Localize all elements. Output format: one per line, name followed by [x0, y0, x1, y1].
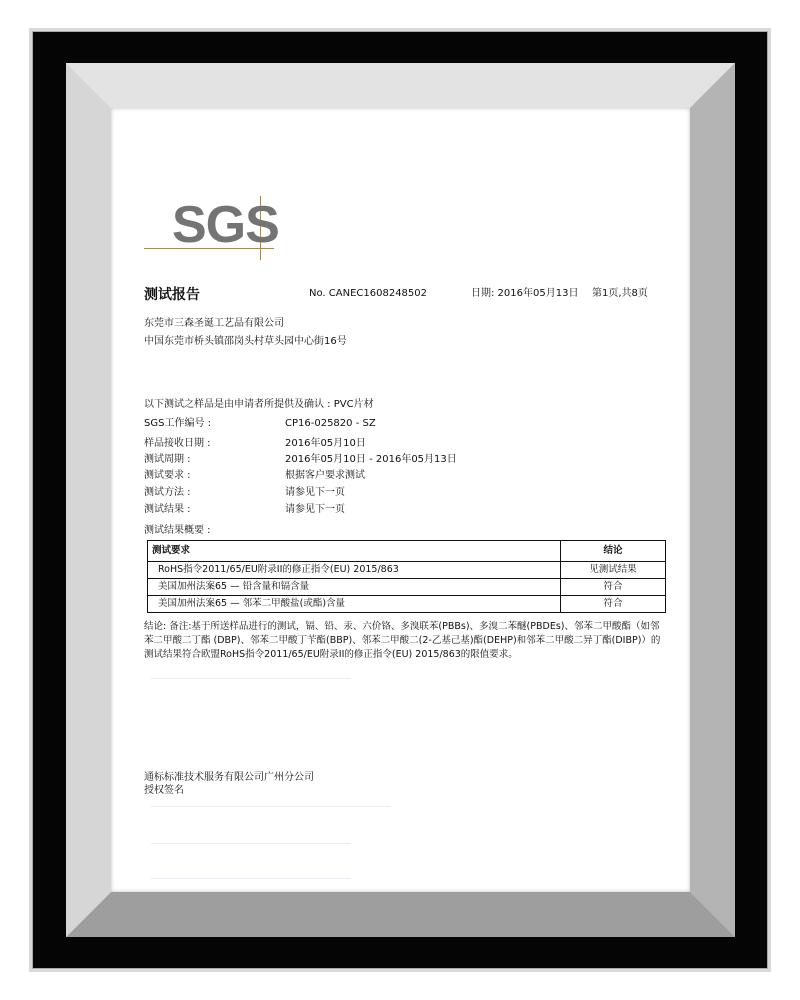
row-result: 符合: [561, 579, 666, 596]
table-row: [148, 579, 666, 596]
frame-bevel-right: [690, 63, 735, 937]
field-label-requirement: 测试要求 :: [144, 470, 191, 481]
row-result: 符合: [561, 596, 666, 613]
header-requirement: 测试要求: [148, 541, 561, 562]
certificate-paper: [111, 108, 690, 892]
watermark-line: [151, 678, 351, 679]
watermark-line: [151, 843, 351, 844]
frame-bevel-left: [66, 63, 111, 937]
sgs-logo-text: SGS: [172, 196, 279, 254]
field-label-job-no: SGS工作编号 :: [144, 418, 211, 429]
row-result: 见测试结果: [561, 562, 666, 579]
watermark-line: [151, 806, 391, 807]
field-label-method: 测试方法 :: [144, 487, 191, 498]
field-value-period: 2016年05月10日 - 2016年05月13日: [285, 454, 457, 465]
conclusion-text: 结论: 备注:基于所送样品进行的测试，镉、铅、汞、六价铬、多溴联苯(PBBs)、多溴二苯醚(PBDEs)、邻苯二甲酸酯（如邻苯二甲酸二丁酯 (DBP)、邻苯二甲酸丁苄酯(BBP)、邻苯二甲酸二(2-乙基己基)酯(DEHP)和邻苯二甲酸二异丁酯(DIBP)）的测试结果符合欧盟RoHS指令2011/65/EU附录II的修正指令(EU) 2015/863的限值要求。: [144, 621, 661, 660]
summary-label: 测试结果概要 :: [144, 525, 211, 536]
client-company: 东莞市三森圣诞工艺品有限公司: [144, 318, 284, 329]
report-date: 日期: 2016年05月13日: [471, 288, 579, 299]
row-requirement: 美国加州法案65 — 邻苯二甲酸盐(或酯)含量: [148, 596, 561, 613]
sgs-logo: [144, 196, 279, 260]
lab-name: 通标标准技术服务有限公司广州分公司: [144, 772, 314, 783]
row-requirement: RoHS指令2011/65/EU附录II的修正指令(EU) 2015/863: [148, 562, 561, 579]
frame-bevel-top: [66, 63, 735, 108]
field-value-received: 2016年05月10日: [285, 438, 366, 449]
page-title: 测试报告: [144, 287, 200, 303]
report-number: No. CANEC1608248502: [309, 288, 428, 299]
authorized-signature-label: 授权签名: [144, 785, 184, 796]
row-requirement: 美国加州法案65 — 铅含量和镉含量: [148, 579, 561, 596]
field-label-received: 样品接收日期 :: [144, 438, 211, 449]
sample-intro: 以下测试之样品是由申请者所提供及确认 : PVC片材: [144, 399, 374, 410]
field-value-method: 请参见下一页: [285, 487, 345, 498]
client-address: 中国东莞市桥头镇邵岗头村草头园中心街16号: [144, 336, 347, 347]
page-indicator: 第1页,共8页: [592, 288, 648, 299]
table-header-row: [148, 541, 666, 562]
table-row: [148, 562, 666, 579]
field-label-period: 测试周期 :: [144, 454, 191, 465]
watermark-line: [151, 878, 351, 879]
results-table: [147, 540, 666, 613]
frame-bevel-bottom: [66, 892, 735, 937]
field-value-job-no: CP16-025820 - SZ: [285, 418, 376, 429]
field-label-result: 测试结果 :: [144, 504, 191, 515]
table-row: [148, 596, 666, 613]
header-result: 结论: [561, 541, 666, 562]
field-value-requirement: 根据客户要求测试: [285, 470, 365, 481]
field-value-result: 请参见下一页: [285, 504, 345, 515]
